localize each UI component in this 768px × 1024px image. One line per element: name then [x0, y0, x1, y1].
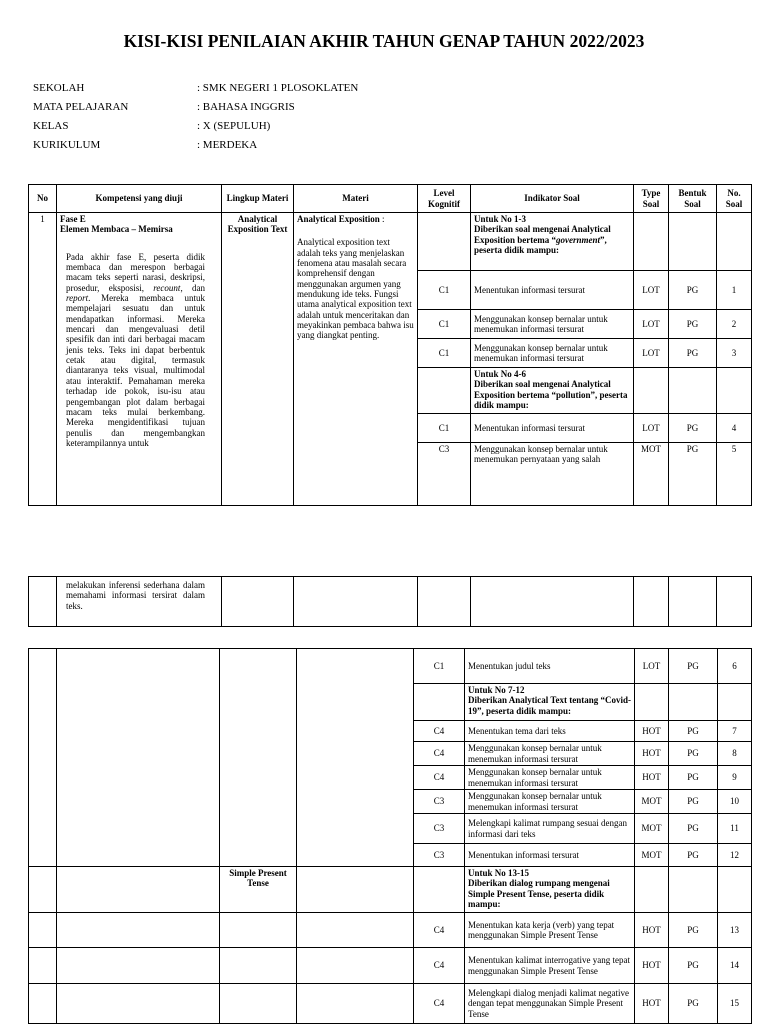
meta-value: : X (SEPULUH): [197, 120, 271, 132]
soal-row: C1 Menentukan informasi tersurat LOT PG 4: [29, 414, 752, 443]
meta-value: : BAHASA INGGRIS: [197, 101, 295, 113]
fase-label: Fase E: [60, 214, 86, 224]
elemen-label: Elemen Membaca – Memirsa: [60, 224, 173, 235]
soal-row: C3 Menggunakan konsep bernalar untuk menemukan pernyataan yang salah MOT PG 5: [29, 443, 752, 506]
kompetensi-text: Pada akhir fase E, peserta didik membaca dan merespon berbagai macam teks seperti narasi, deskripsi, prosedur, eksposisi, recount, dan report. Mereka membaca untuk mempelajari sesuatu dan untuk mendapatkan informasi. Mereka mencari dan mengevaluasi detil spesifik dan inti dari berbagai macam jenis teks. Teks ini dapat berbentuk cetak atau digital, termasuk diantaranya teks visual, multimodal atau interaktif. Pemahaman mereka terhadap ide pokok, isu-isu atau pengembangan plot dalam berbagai macam teks mulai berkembang. Mereka mengidentifikasi tujuan penulis dan mengembangkan keterampilannya untuk: [66, 251, 205, 448]
soal-row: C1 Menentukan judul teks LOT PG 6: [29, 649, 752, 684]
meta-value: : SMK NEGERI 1 PLOSOKLATEN: [197, 82, 359, 94]
soal-row: C4 Menggunakan konsep bernalar untuk menemukan informasi tersurat HOT PG 8: [29, 742, 752, 766]
soal-row: C3 Melengkapi kalimat rumpang sesuai dengan informasi dari teks MOT PG 11: [29, 814, 752, 844]
soal-row: C1 Menggunakan konsep bernalar untuk menemukan informasi tersurat LOT PG 2: [29, 310, 752, 339]
meta-value: : MERDEKA: [197, 139, 258, 151]
header-bentuk: Bentuk Soal: [669, 185, 717, 213]
materi-body: Analytical exposition text adalah teks yang menjelaskan fenomena atau masalah secara komprehensif dengan menggunakan argumen yang mendukung ide teks. Fungsi utama analytical exposition text adalah untuk menceritakan dan meyakinkan pembaca bahwa isu yang diangkat penting.: [297, 237, 414, 341]
soal-row: C3 Menentukan informasi tersurat MOT PG 12: [29, 844, 752, 867]
soal-row: C4 Menggunakan konsep bernalar untuk menemukan informasi tersurat HOT PG 9: [29, 766, 752, 790]
indikator-group-1: Untuk No 1-3 Diberikan soal mengenai Analytical Exposition bertema “government”, peserta didik mampu:: [471, 213, 634, 271]
soal-row: C4 Melengkapi dialog menjadi kalimat negative dengan tepat menggunakan Simple Present Tense HOT PG 15: [29, 984, 752, 1024]
meta-key: KURIKULUM: [33, 139, 101, 151]
kompetensi-continuation: melakukan inferensi sederhana dalam memahami informasi tersirat dalam teks.: [57, 577, 222, 627]
document-title: KISI-KISI PENILAIAN AKHIR TAHUN GENAP TAHUN 2022/2023: [123, 31, 645, 51]
level-empty: [418, 213, 471, 271]
header-no: No: [29, 185, 57, 213]
header-level: Level Kognitif: [418, 185, 471, 213]
header-indikator: Indikator Soal: [471, 185, 634, 213]
indikator-group-3: Untuk No 7-12 Diberikan Analytical Text tentang “Covid-19”, peserta didik mampu:: [465, 684, 635, 721]
soal-row: C1 Menggunakan konsep bernalar untuk menemukan informasi tersurat LOT PG 3: [29, 339, 752, 368]
header-kompetensi: Kompetensi yang diuji: [57, 185, 222, 213]
indikator-group-2: Untuk No 4-6 Diberikan soal mengenai Analytical Exposition bertema “pollution”, peserta didik mampu:: [471, 368, 634, 414]
header-lingkup: Lingkup Materi: [222, 185, 294, 213]
soal-row: C4 Menentukan kalimat interrogative yang tepat menggunakan Simple Present Tense HOT PG 14: [29, 948, 752, 984]
kompetensi-cell: [57, 213, 222, 506]
soal-row: C3 Menggunakan konsep bernalar untuk menemukan informasi tersurat MOT PG 10: [29, 790, 752, 814]
soal-row: C1 Menentukan informasi tersurat LOT PG 1: [29, 271, 752, 310]
header-nosoal: No. Soal: [717, 185, 752, 213]
kisi-table-continuation: [28, 576, 752, 627]
kisi-table-page1: [28, 184, 752, 506]
soal-row: C4 Menentukan tema dari teks HOT PG 7: [29, 721, 752, 742]
indikator-group-4: Untuk No 13-15 Diberikan dialog rumpang mengenai Simple Present Tense, peserta didik mampu:: [465, 867, 635, 913]
lingkup-materi-2: Simple Present Tense: [220, 867, 297, 913]
lingkup-materi: Analytical Exposition Text: [222, 213, 294, 506]
materi-cell: Analytical Exposition : Analytical exposition text adalah teks yang menjelaskan fenomena atau masalah secara komprehensif dengan menggunakan argumen yang mendukung ide teks. Fungsi utama analytical exposition text adalah untuk menceritakan dan meyakinkan pembaca bahwa isu yang diangkat penting.: [294, 213, 418, 506]
meta-key: KELAS: [33, 120, 69, 132]
kisi-table-page2: [28, 648, 752, 1024]
soal-row: C4 Menentukan kata kerja (verb) yang tepat menggunakan Simple Present Tense HOT PG 13: [29, 913, 752, 948]
row-number: 1: [29, 213, 57, 506]
header-type: Type Soal: [634, 185, 669, 213]
materi-title: Analytical Exposition: [297, 214, 380, 224]
meta-key: SEKOLAH: [33, 82, 85, 94]
header-materi: Materi: [294, 185, 418, 213]
meta-key: MATA PELAJARAN: [33, 101, 129, 113]
